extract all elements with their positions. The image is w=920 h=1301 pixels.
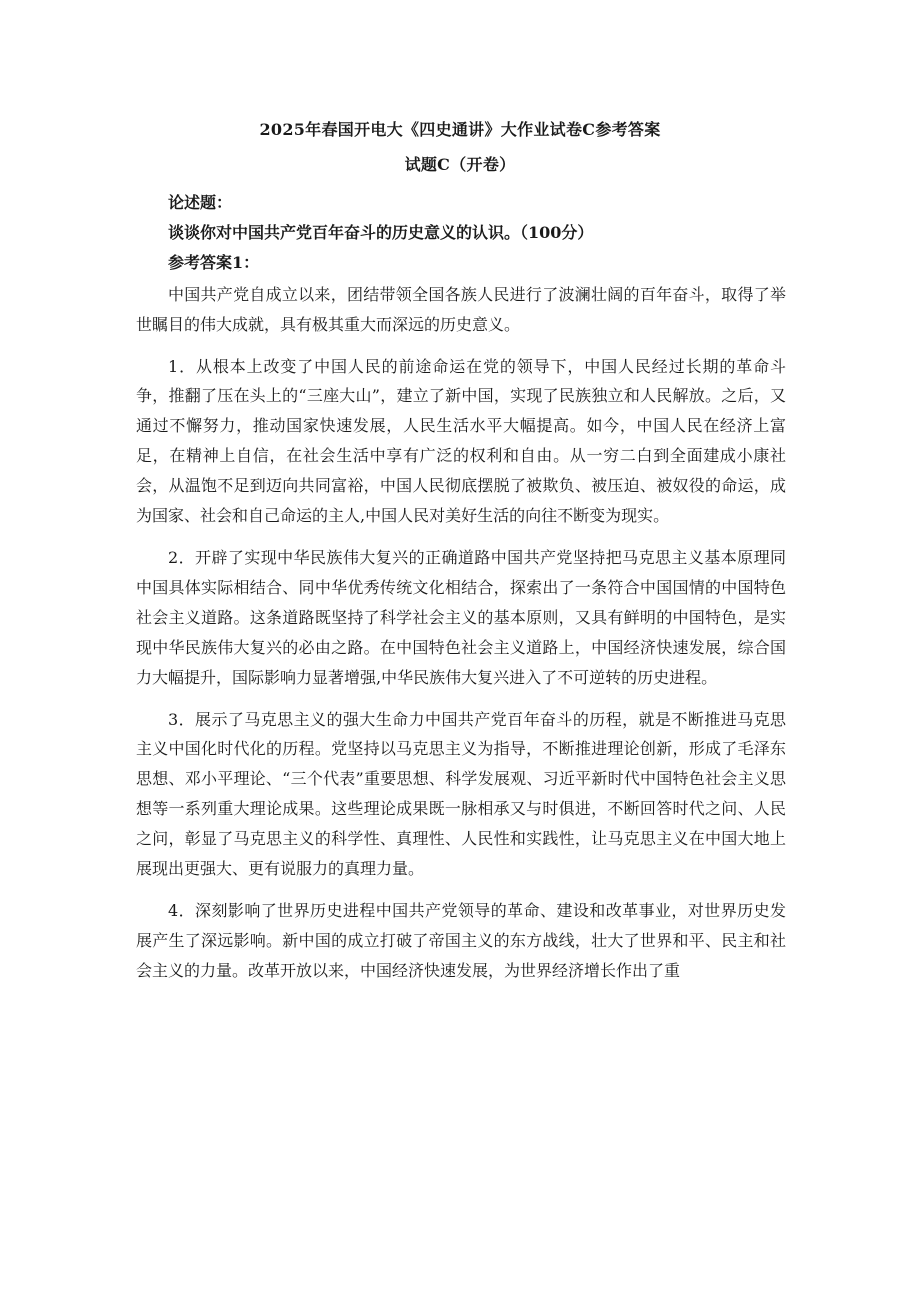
answer-point-1: 1．从根本上改变了中国人民的前途命运在党的领导下，中国人民经过长期的革命斗争，推翻了压在头上的“三座大山”，建立了新中国，实现了民族独立和人民解放。之后，又通过不懈努力，推动国家快速发展，人民生活水平大幅提高。如今，中国人民在经济上富足，在精神上自信，在社会生活中享有广泛的权利和自由。从一穷二白到全面建成小康社会，从温饱不足到迈向共同富裕，中国人民彻底摆脱了被欺负、被压迫、被奴役的命运，成为国家、社会和自己命运的主人,中国人民对美好生活的向往不断变为现实。	[136, 356, 786, 526]
section-label: 论述题：	[168, 193, 233, 212]
answer-point-2: 2．开辟了实现中华民族伟大复兴的正确道路中国共产党坚持把马克思主义基本原理同中国具体实际相结合、同中华优秀传统文化相结合，探索出了一条符合中国国情的中国特色社会主义道路。这条道路既坚持了科学社会主义的基本原则，又具有鲜明的中国特色，是实现中华民族伟大复兴的必由之路。在中国特色社会主义道路上，中国经济快速发展，综合国力大幅提升，国际影响力显著增强,中华民族伟大复兴进入了不可逆转的历史进程。	[136, 547, 786, 687]
answer-point-3: 3．展示了马克思主义的强大生命力中国共产党百年奋斗的历程，就是不断推进马克思主义中国化时代化的历程。党坚持以马克思主义为指导，不断推进理论创新，形成了毛泽东思想、邓小平理论、“三个代表”重要思想、科学发展观、习近平新时代中国特色社会主义思想等一系列重大理论成果。这些理论成果既一脉相承又与时俱进，不断回答时代之问、人民之问，彰显了马克思主义的科学性、真理性、人民性和实践性，让马克思主义在中国大地上展现出更强大、更有说服力的真理力量。	[136, 709, 786, 879]
document-title: 2025年春国开电大《四史通讲》大作业试卷C参考答案	[259, 120, 661, 139]
answer-point-4: 4．深刻影响了世界历史进程中国共产党领导的革命、建设和改革事业，对世界历史发展产生了深远影响。新中国的成立打破了帝国主义的东方战线，壮大了世界和平、民主和社会主义的力量。改革开放以来，中国经济快速发展，为世界经济增长作出了重	[136, 900, 786, 980]
question-text: 谈谈你对中国共产党百年奋斗的历史意义的认识。（100分）	[168, 222, 594, 242]
document-subtitle: 试题C（开卷）	[404, 155, 516, 174]
answer-label: 参考答案1：	[168, 252, 260, 272]
document-body	[136, 188, 786, 986]
intro-paragraph: 中国共产党自成立以来，团结带领全国各族人民进行了波澜壮阔的百年奋斗，取得了举世瞩目的伟大成就，具有极其重大而深远的历史意义。	[136, 284, 786, 334]
